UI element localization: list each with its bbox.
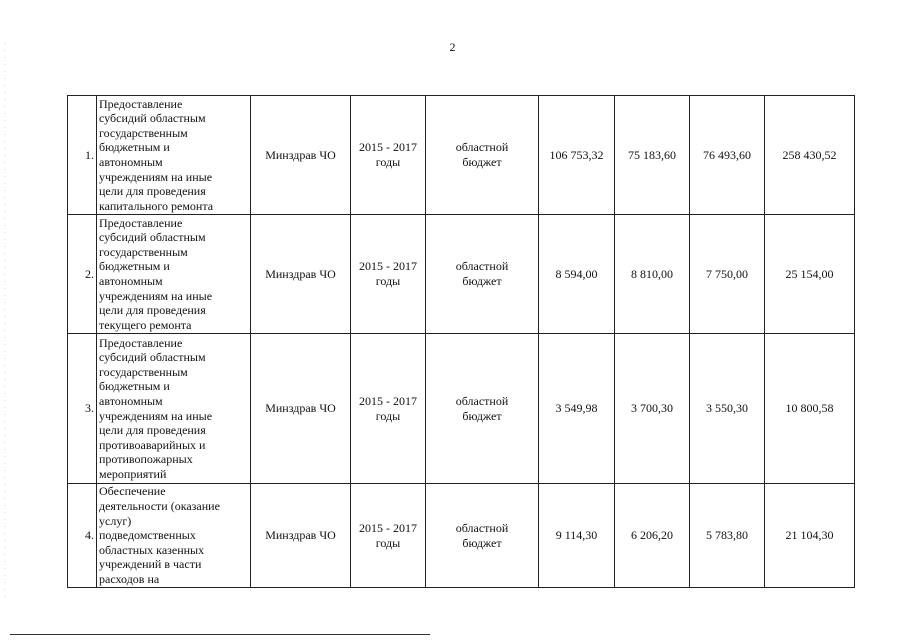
table-row (68, 96, 855, 215)
description-line: услуг) (99, 513, 132, 528)
period-line: годы (375, 274, 401, 288)
amount-2017-cell (690, 484, 765, 588)
executor-cell (251, 334, 351, 484)
amount-total: 258 430,52 (782, 147, 837, 162)
description-line: учреждений в части (99, 557, 202, 572)
amount-2016-cell (615, 484, 690, 588)
description-line: деятельности (оказание (99, 499, 220, 514)
description-line: областных казенных (99, 542, 205, 557)
description-line: государственным (99, 364, 188, 379)
table-row (68, 215, 855, 334)
description-line: текущего ремонта (99, 317, 192, 332)
period-cell (351, 215, 426, 334)
source-cell (426, 215, 539, 334)
amount-2015-cell (539, 96, 615, 215)
amount-2015-cell (539, 334, 615, 484)
description-line: Предоставление (99, 335, 183, 350)
description-line: бюджетным и (99, 259, 170, 274)
description-line: капитального ремонта (99, 198, 214, 213)
description-line: автономным (99, 393, 163, 408)
funding-source-line: бюджет (462, 408, 502, 423)
funding-source-line: бюджет (462, 535, 502, 550)
period-line: годы (375, 155, 401, 169)
executor: Минздрав ЧО (265, 528, 336, 543)
executor: Минздрав ЧО (265, 266, 336, 281)
amount-total: 25 154,00 (785, 266, 834, 281)
period-cell (351, 96, 426, 215)
amount-2015-cell (539, 215, 615, 334)
executor-cell (251, 484, 351, 588)
funding-source-line: областной (455, 140, 509, 155)
row-number: 4. (85, 528, 94, 543)
source-cell (426, 484, 539, 588)
description-line: субсидий областным (99, 350, 206, 365)
table-row (68, 334, 855, 484)
amount-2016-cell (615, 334, 690, 484)
scan-artifact-dots (3, 40, 7, 600)
description-line: цели для проведения (99, 303, 206, 318)
amount-total-cell (765, 484, 855, 588)
description-line: цели для проведения (99, 184, 206, 199)
amount-total-cell (765, 334, 855, 484)
description-line: цели для проведения (99, 423, 206, 438)
amount-2016-cell (615, 96, 690, 215)
amount-2017-cell (690, 215, 765, 334)
amount-total-cell (765, 215, 855, 334)
amount-2017-cell (690, 96, 765, 215)
amount-2017: 5 783,80 (706, 528, 748, 543)
description-line: подведомственных (99, 528, 196, 543)
description-line: субсидий областным (99, 230, 206, 245)
amount-2016: 75 183,60 (628, 147, 676, 162)
period-line: 2015 - 2017 (359, 520, 417, 535)
description-line: противопожарных (99, 452, 193, 467)
amount-2017: 3 550,30 (706, 401, 748, 416)
source-cell (426, 334, 539, 484)
funding-source-line: областной (455, 520, 509, 535)
description-line: Предоставление (99, 215, 183, 230)
description-line: государственным (99, 244, 188, 259)
description-line: учреждениям на иные (99, 408, 213, 423)
amount-2016: 3 700,30 (631, 401, 673, 416)
description-line: учреждениям на иные (99, 169, 213, 184)
description-line: Обеспечение (99, 484, 166, 499)
amount-2017: 76 493,60 (703, 147, 751, 162)
description-line: учреждениям на иные (99, 288, 213, 303)
period-line: 2015 - 2017 (359, 259, 417, 274)
period-cell (351, 484, 426, 588)
row-number: 2. (85, 266, 94, 281)
row-number: 1. (85, 147, 94, 162)
row-number: 3. (85, 401, 94, 416)
amount-total-cell (765, 96, 855, 215)
row-number-cell (68, 215, 97, 334)
description-line: расходов на (99, 571, 160, 586)
amount-2017-cell (690, 334, 765, 484)
period-line: годы (375, 408, 401, 423)
funding-source-line: областной (455, 259, 509, 274)
amount-2015: 8 594,00 (555, 266, 598, 281)
description-cell (97, 334, 251, 484)
description-line: Предоставление (99, 96, 183, 111)
description-line: субсидий областным (99, 111, 206, 126)
amount-2016: 6 206,20 (631, 528, 673, 543)
amount-2017: 7 750,00 (706, 266, 748, 281)
period-cell (351, 334, 426, 484)
funding-source-line: областной (455, 393, 509, 408)
amount-2015: 3 549,98 (555, 401, 598, 416)
source-cell (426, 96, 539, 215)
description-line: автономным (99, 274, 163, 288)
footer-rule (10, 634, 430, 635)
executor-cell (251, 96, 351, 215)
executor-cell (251, 215, 351, 334)
description-line: бюджетным и (99, 379, 170, 394)
description-cell (97, 484, 251, 588)
funding-source-line: бюджет (462, 274, 502, 288)
program-activities-table (67, 95, 855, 588)
page-number: 2 (449, 40, 456, 54)
amount-2015-cell (539, 484, 615, 588)
row-number-cell (68, 334, 97, 484)
period-line: годы (375, 535, 401, 550)
amount-2016: 8 810,00 (631, 266, 673, 281)
description-cell (97, 96, 251, 215)
amount-total: 21 104,30 (785, 528, 834, 543)
description-line: бюджетным и (99, 140, 170, 155)
period-line: 2015 - 2017 (359, 393, 417, 408)
amount-2015: 106 753,32 (549, 147, 604, 162)
executor: Минздрав ЧО (265, 401, 336, 416)
description-line: мероприятий (99, 466, 167, 481)
amount-total: 10 800,58 (785, 401, 834, 416)
amount-2015: 9 114,30 (555, 528, 598, 543)
description-line: противоаварийных и (99, 437, 206, 452)
period-line: 2015 - 2017 (359, 140, 417, 155)
description-line: автономным (99, 155, 163, 169)
row-number-cell (68, 484, 97, 588)
description-line: государственным (99, 125, 188, 140)
description-cell (97, 215, 251, 334)
executor: Минздрав ЧО (265, 147, 336, 162)
table-row (68, 484, 855, 588)
row-number-cell (68, 96, 97, 215)
amount-2016-cell (615, 215, 690, 334)
funding-source-line: бюджет (462, 155, 502, 169)
